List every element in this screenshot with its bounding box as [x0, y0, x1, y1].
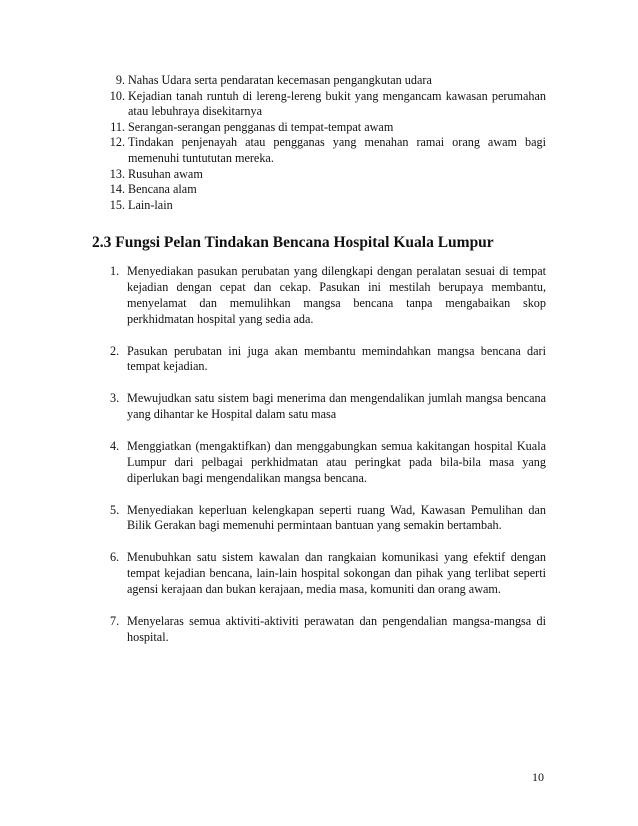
list-item — [104, 198, 546, 214]
list-item — [110, 439, 546, 487]
list-item-text: Serangan-serangan pengganas di tempat-tempat awam — [128, 119, 394, 134]
list-item — [104, 73, 546, 89]
list-item-text: Tindakan penjenayah atau pengganas yang menahan ramai orang awam bagi memenuhi tuntututan mereka. — [128, 135, 546, 165]
list-item — [104, 167, 546, 183]
main-numbered-list — [110, 264, 546, 646]
list-item-text: Bencana alam — [128, 182, 197, 197]
list-item-text: Menyediakan keperluan kelengkapan seperti ruang Wad, Kawasan Pemulihan dan Bilik Gerakan bagi memenuhi permintaan bantuan yang semakin bertambah. — [127, 502, 546, 533]
top-numbered-list — [104, 73, 546, 213]
list-item-text: Rusuhan awam — [128, 166, 203, 181]
list-item-number: 14. — [109, 182, 125, 197]
list-item — [110, 550, 546, 598]
list-item-text: Menyelaras semua aktiviti-aktiviti perawatan dan pengendalian mangsa-mangsa di hospital. — [127, 613, 546, 644]
list-item-text: Kejadian tanah runtuh di lereng-lereng bukit yang mengancam kawasan perumahan atau lebuhraya disekitarnya — [128, 88, 546, 119]
list-item — [110, 391, 546, 423]
list-item-number: 7. — [110, 613, 120, 628]
section-heading: 2.3 Fungsi Pelan Tindakan Bencana Hospital Kuala Lumpur — [92, 234, 494, 251]
list-item-number: 2. — [110, 343, 120, 358]
list-item-number: 4. — [110, 438, 120, 453]
list-item-number: 10. — [109, 88, 125, 103]
list-item-number: 13. — [109, 166, 125, 181]
list-item-number: 3. — [110, 391, 120, 406]
list-item-number: 5. — [110, 502, 120, 517]
list-item — [110, 503, 546, 535]
list-item-number: 11. — [110, 119, 125, 134]
list-item — [110, 614, 546, 646]
list-item-text: Pasukan perubatan ini juga akan membantu memindahkan mangsa bencana dari tempat kejadian. — [127, 343, 546, 374]
list-item — [110, 264, 546, 328]
list-item — [104, 120, 546, 136]
list-item-text: Nahas Udara serta pendaratan kecemasan pengangkutan udara — [128, 73, 432, 87]
list-item-text: Lain-lain — [128, 197, 173, 212]
page-number: 10 — [532, 770, 544, 784]
list-item — [110, 344, 546, 376]
list-item-number: 15. — [109, 197, 125, 212]
list-item-number: 1. — [110, 264, 120, 278]
list-item — [104, 135, 546, 166]
list-item-text: Menubuhkan satu sistem kawalan dan rangkaian komunikasi yang efektif dengan tempat kejadian bencana, lain-lain hospital sokongan dan pihak yang terlibat seperti agensi kerajaan dan bukan kerajaan, media masa, komuniti dan orang awam. — [127, 550, 546, 597]
list-item-text: Menggiatkan (mengaktifkan) dan menggabungkan semua kakitangan hospital Kuala Lumpur dari pelbagai perkhidmatan atau peringkat pada bila-bila masa yang diperlukan bagi mengendalikan mangsa bencana. — [127, 438, 546, 485]
list-item-text: Menyediakan pasukan perubatan yang dilengkapi dengan peralatan sesuai di tempat kejadian dengan cepat dan cekap. Pasukan ini mestilah berupaya membantu, menyelamat dan memulihkan mangsa bencana tanpa mengabaikan skop perkhidmatan hospital yang sedia ada. — [127, 264, 546, 326]
list-item-number: 9. — [115, 73, 125, 87]
list-item-number: 12. — [109, 135, 125, 150]
list-item — [104, 182, 546, 198]
list-item — [104, 89, 546, 120]
list-item-number: 6. — [110, 550, 120, 565]
list-item-text: Mewujudkan satu sistem bagi menerima dan mengendalikan jumlah mangsa bencana yang dihantar ke Hospital dalam satu masa — [127, 391, 546, 422]
